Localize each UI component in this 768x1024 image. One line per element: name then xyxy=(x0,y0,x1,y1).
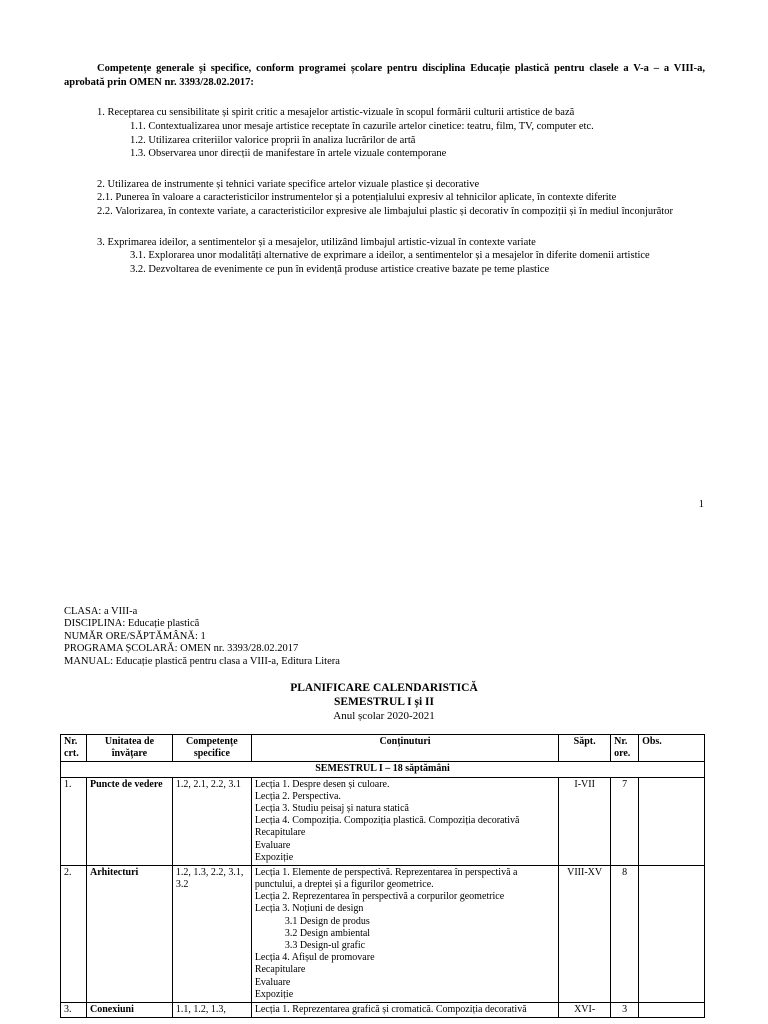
specific-competence: 1.2. Utilizarea criteriilor valorice proprii în analiza lucrărilor de artă xyxy=(130,134,416,146)
competence-group xyxy=(97,106,705,161)
general-competence: 3. Exprimarea ideilor, a sentimentelor și a mesajelor, utilizând limbajul artistic-vizual în contexte variate xyxy=(97,236,536,248)
content-line: Lecția 1. Elemente de perspectivă. Reprezentarea în perspectivă a punctului, a dreptei și a figurilor geometrice. xyxy=(254,866,518,891)
content-line: Lecția 2. Reprezentarea în perspectivă a corpurilor geometrice xyxy=(254,891,505,903)
content-line: 3.3 Design-ul grafic xyxy=(284,940,366,951)
row-hours: 8 xyxy=(611,865,639,1002)
header-nr: Nr. crt. xyxy=(61,735,87,762)
specific-competence: 1.1. Contextualizarea unor mesaje artistice receptate în cazurile artelor cinetice: teatru, film, TV, computer etc. xyxy=(130,120,594,132)
content-line: Lecția 3. Studiu peisaj și natura statică xyxy=(254,802,409,814)
content-line: Recapitulare xyxy=(254,827,306,839)
content-line: Expoziție xyxy=(254,988,294,1000)
plan-title: PLANIFICARE CALENDARISTICĂ xyxy=(290,682,478,694)
competences-heading: Competențe generale și specifice, conform programei școlare pentru disciplina Educație plastică pentru clasele a V-a – a VIII-a, aprobată prin OMEN nr. 3393/28.02.2017: xyxy=(64,63,705,88)
row-obs xyxy=(639,865,705,1002)
content-line: Evaluare xyxy=(254,976,291,988)
header-sapt: Săpt. xyxy=(559,735,611,762)
general-competence: 1. Receptarea cu sensibilitate și spirit critic a mesajelor artistic-vizuale în scopul formării culturii artistice de bază xyxy=(97,107,575,119)
specific-competence: 2.2. Valorizarea, în contexte variate, a caracteristicilor expresive ale limbajului plastic și decorativ în compoziții și în mediul înconjurător xyxy=(97,206,673,218)
specific-competence: 1.3. Observarea unor direcții de manifestare în artele vizuale contemporane xyxy=(130,148,447,160)
table-row xyxy=(61,777,705,865)
meta-programa: PROGRAMA ȘCOLARĂ: OMEN nr. 3393/28.02.2017 xyxy=(64,643,299,655)
school-year: Anul școlar 2020-2021 xyxy=(333,709,435,722)
content-line: Lecția 1. Reprezentarea grafică și cromatică. Compoziția decorativă xyxy=(254,1003,527,1015)
content-line: 3.2 Design ambiental xyxy=(284,927,371,939)
semester-label: SEMESTRUL I – 18 săptămâni xyxy=(61,762,705,777)
header-unitate: Unitatea de învățare xyxy=(86,735,172,762)
competence-groups xyxy=(64,106,705,276)
content-line: Lecția 2. Perspectiva. xyxy=(254,790,341,802)
table-row xyxy=(61,1002,705,1017)
row-weeks: I-VII xyxy=(559,777,611,865)
general-competence: 2. Utilizarea de instrumente și tehnici variate specifice artelor vizuale plastice și decorative xyxy=(97,178,480,190)
content-line: Lecția 1. Despre desen și culoare. xyxy=(254,778,390,790)
row-nr: 3. xyxy=(61,1002,87,1017)
header-competente: Competențe specifice xyxy=(172,735,251,762)
meta-disciplina: DISCIPLINA: Educație plastică xyxy=(64,618,200,630)
row-obs xyxy=(639,1002,705,1017)
content-line: Evaluare xyxy=(254,839,291,851)
plan-titles xyxy=(0,682,768,723)
competence-group xyxy=(97,236,705,277)
row-weeks: XVI- xyxy=(559,1002,611,1017)
header-continuturi: Conținuturi xyxy=(251,735,558,762)
row-unit: Conexiuni xyxy=(86,1002,172,1017)
specific-competence: 3.2. Dezvoltarea de evenimente ce pun în evidență produse artistice creative bazate pe teme plastice xyxy=(130,264,550,276)
row-contents xyxy=(251,777,558,865)
row-unit: Arhitecturi xyxy=(86,865,172,1002)
table-row xyxy=(61,865,705,1002)
specific-competence: 3.1. Explorarea unor modalități alternative de exprimare a ideilor, a sentimentelor și a mesajelor în diferite domenii artistice xyxy=(130,250,650,262)
row-unit: Puncte de vedere xyxy=(86,777,172,865)
specific-competence: 2.1. Punerea în valoare a caracteristicilor instrumentelor și a potențialului expresiv al tehnicilor aplicate, în contexte diferite xyxy=(97,192,617,204)
row-weeks: VIII-XV xyxy=(559,865,611,1002)
row-competences: 1.2, 1.3, 2.2, 3.1, 3.2 xyxy=(172,865,251,1002)
page-one xyxy=(64,62,705,294)
content-line: Lecția 4. Compoziția. Compoziția plastică. Compoziția decorativă xyxy=(254,815,520,827)
meta-clasa: CLASA: a VIII-a xyxy=(64,606,138,617)
document-meta xyxy=(64,606,340,668)
meta-ore: NUMĂR ORE/SĂPTĂMÂNĂ: 1 xyxy=(64,630,206,642)
row-hours: 3 xyxy=(611,1002,639,1017)
content-line: Lecția 4. Afișul de promovare xyxy=(254,952,375,964)
header-ore: Nr. ore. xyxy=(611,735,639,762)
meta-manual: MANUAL: Educație plastică pentru clasa a VIII-a, Editura Litera xyxy=(64,655,340,667)
row-nr: 2. xyxy=(61,865,87,1002)
page-number: 1 xyxy=(698,499,704,510)
row-nr: 1. xyxy=(61,777,87,865)
content-line: Lecția 3. Noțiuni de design xyxy=(254,903,364,915)
content-line: Expoziție xyxy=(254,851,294,863)
plan-subtitle: SEMESTRUL I și II xyxy=(333,695,435,708)
table-header-row xyxy=(61,735,705,762)
row-obs xyxy=(639,777,705,865)
row-contents xyxy=(251,865,558,1002)
content-line: Recapitulare xyxy=(254,964,306,976)
row-hours: 7 xyxy=(611,777,639,865)
semester-row xyxy=(61,762,705,777)
competence-group xyxy=(97,178,705,219)
row-competences: 1.2, 2.1, 2.2, 3.1 xyxy=(172,777,251,865)
row-contents xyxy=(251,1002,558,1017)
row-competences: 1.1, 1.2, 1.3, xyxy=(172,1002,251,1017)
planning-table xyxy=(60,734,705,1018)
content-line: 3.1 Design de produs xyxy=(284,915,370,927)
header-obs: Obs. xyxy=(639,735,705,762)
